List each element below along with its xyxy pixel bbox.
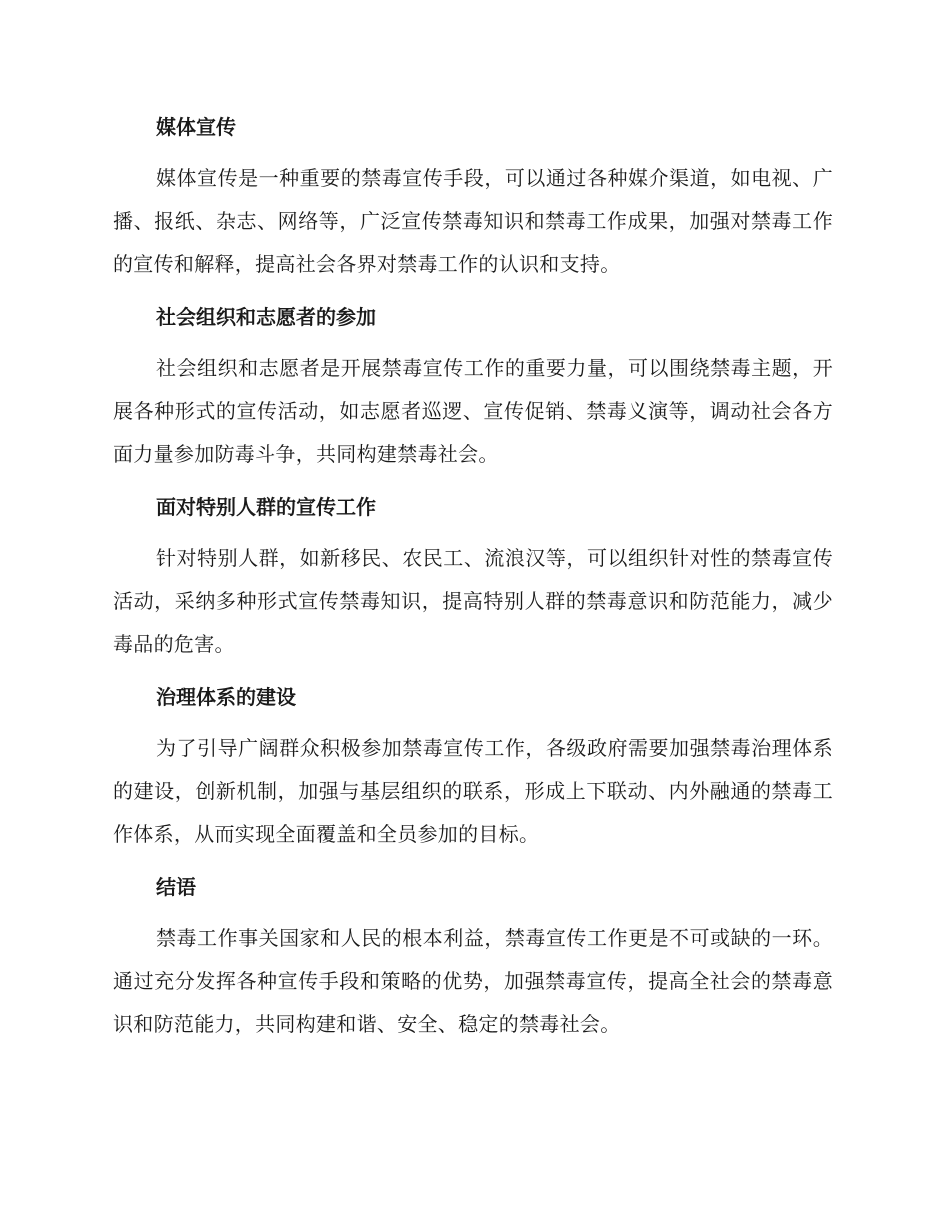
section-paragraph: 媒体宣传是一种重要的禁毒宣传手段，可以通过各种媒介渠道，如电视、广播、报纸、杂志、网络等，广泛宣传禁毒知识和禁毒工作成果，加强对禁毒工作的宣传和解释，提高社会各界对禁毒工作的认识和支持。 bbox=[113, 166, 833, 276]
document-page bbox=[113, 108, 833, 1058]
section-paragraph: 禁毒工作事关国家和人民的根本利益，禁毒宣传工作更是不可或缺的一环。通过充分发挥各种宣传手段和策略的优势，加强禁毒宣传，提高全社会的禁毒意识和防范能力，共同构建和谐、安全、稳定的禁毒社会。 bbox=[113, 926, 833, 1036]
section-heading: 结语 bbox=[156, 875, 196, 899]
section-paragraph: 社会组织和志愿者是开展禁毒宣传工作的重要力量，可以围绕禁毒主题，开展各种形式的宣传活动，如志愿者巡逻、宣传促销、禁毒义演等，调动社会各方面力量参加防毒斗争，共同构建禁毒社会。 bbox=[113, 356, 833, 466]
section-governance-system bbox=[113, 678, 833, 856]
section-paragraph: 为了引导广阔群众积极参加禁毒宣传工作，各级政府需要加强禁毒治理体系的建设，创新机制，加强与基层组织的联系，形成上下联动、内外融通的禁毒工作体系，从而实现全面覆盖和全员参加的目标。 bbox=[113, 736, 833, 846]
section-social-organizations bbox=[113, 298, 833, 476]
section-media-publicity bbox=[113, 108, 833, 286]
section-conclusion bbox=[113, 868, 833, 1046]
section-heading: 媒体宣传 bbox=[156, 115, 236, 139]
section-heading: 社会组织和志愿者的参加 bbox=[156, 305, 376, 329]
section-heading: 治理体系的建设 bbox=[156, 685, 296, 709]
section-special-groups bbox=[113, 488, 833, 666]
section-paragraph: 针对特别人群，如新移民、农民工、流浪汉等，可以组织针对性的禁毒宣传活动，采纳多种形式宣传禁毒知识，提高特别人群的禁毒意识和防范能力，减少毒品的危害。 bbox=[113, 546, 833, 656]
section-heading: 面对特别人群的宣传工作 bbox=[156, 495, 376, 519]
